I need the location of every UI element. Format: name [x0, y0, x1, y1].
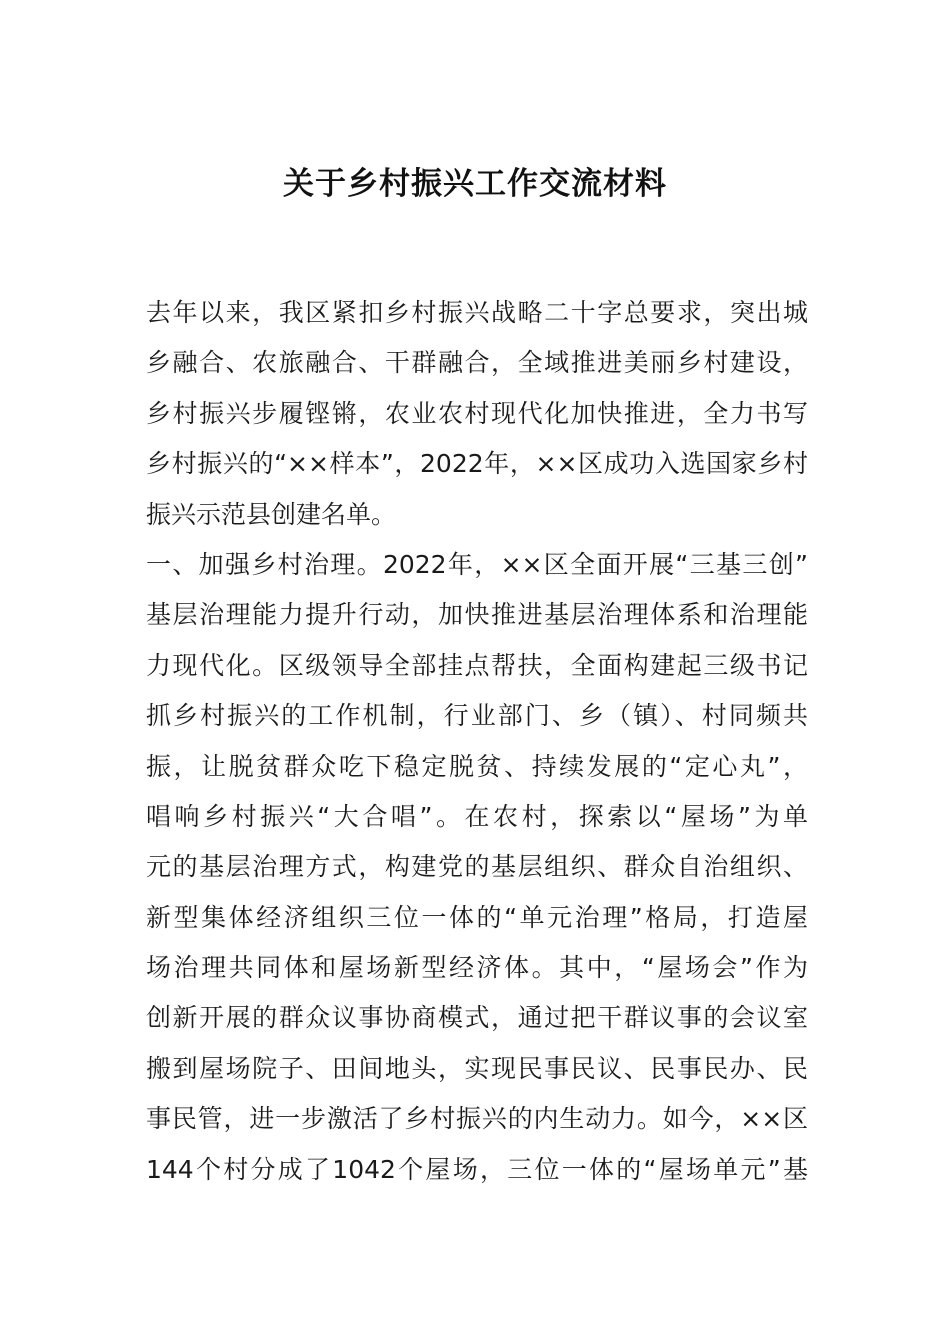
body-line: 抓乡村振兴的工作机制，行业部门、乡（镇）、村同频共: [146, 701, 808, 731]
body-line: 乡村振兴步履铿锵，农业农村现代化加快推进，全力书写: [146, 398, 808, 428]
body-line: 振，让脱贫群众吃下稳定脱贫、持续发展的“定心丸”，: [146, 751, 808, 781]
body-line: 一、加强乡村治理。2022年，××区全面开展“三基三创”: [146, 549, 808, 579]
body-line: 唱响乡村振兴“大合唱”。在农村，探索以“屋场”为单: [146, 801, 808, 831]
body-line: 元的基层治理方式，构建党的基层组织、群众自治组织、: [146, 852, 808, 882]
document-title: 关于乡村振兴工作交流材料: [283, 166, 667, 202]
body-line: 乡村振兴的“××样本”，2022年，××区成功入选国家乡村: [146, 449, 808, 479]
body-line: 创新开展的群众议事协商模式，通过把干群议事的会议室: [146, 1003, 808, 1033]
body-line: 场治理共同体和屋场新型经济体。其中，“屋场会”作为: [146, 953, 808, 983]
body-line: 新型集体经济组织三位一体的“单元治理”格局，打造屋: [146, 902, 808, 932]
body-line: 事民管，进一步激活了乡村振兴的内生动力。如今，××区: [146, 1104, 808, 1134]
document-body: [146, 288, 808, 1195]
body-line: 力现代化。区级领导全部挂点帮扶，全面构建起三级书记: [146, 650, 808, 680]
body-line: 去年以来，我区紧扣乡村振兴战略二十字总要求，突出城: [146, 298, 808, 327]
body-line: 144个村分成了1042个屋场，三位一体的“屋场单元”基: [146, 1154, 808, 1184]
body-line: 基层治理能力提升行动，加快推进基层治理体系和治理能: [146, 600, 808, 630]
body-line: 搬到屋场院子、田间地头，实现民事民议、民事民办、民: [146, 1053, 808, 1083]
body-line: 乡融合、农旅融合、干群融合，全域推进美丽乡村建设，: [146, 348, 808, 378]
body-line: 振兴示范县创建名单。: [146, 499, 397, 529]
